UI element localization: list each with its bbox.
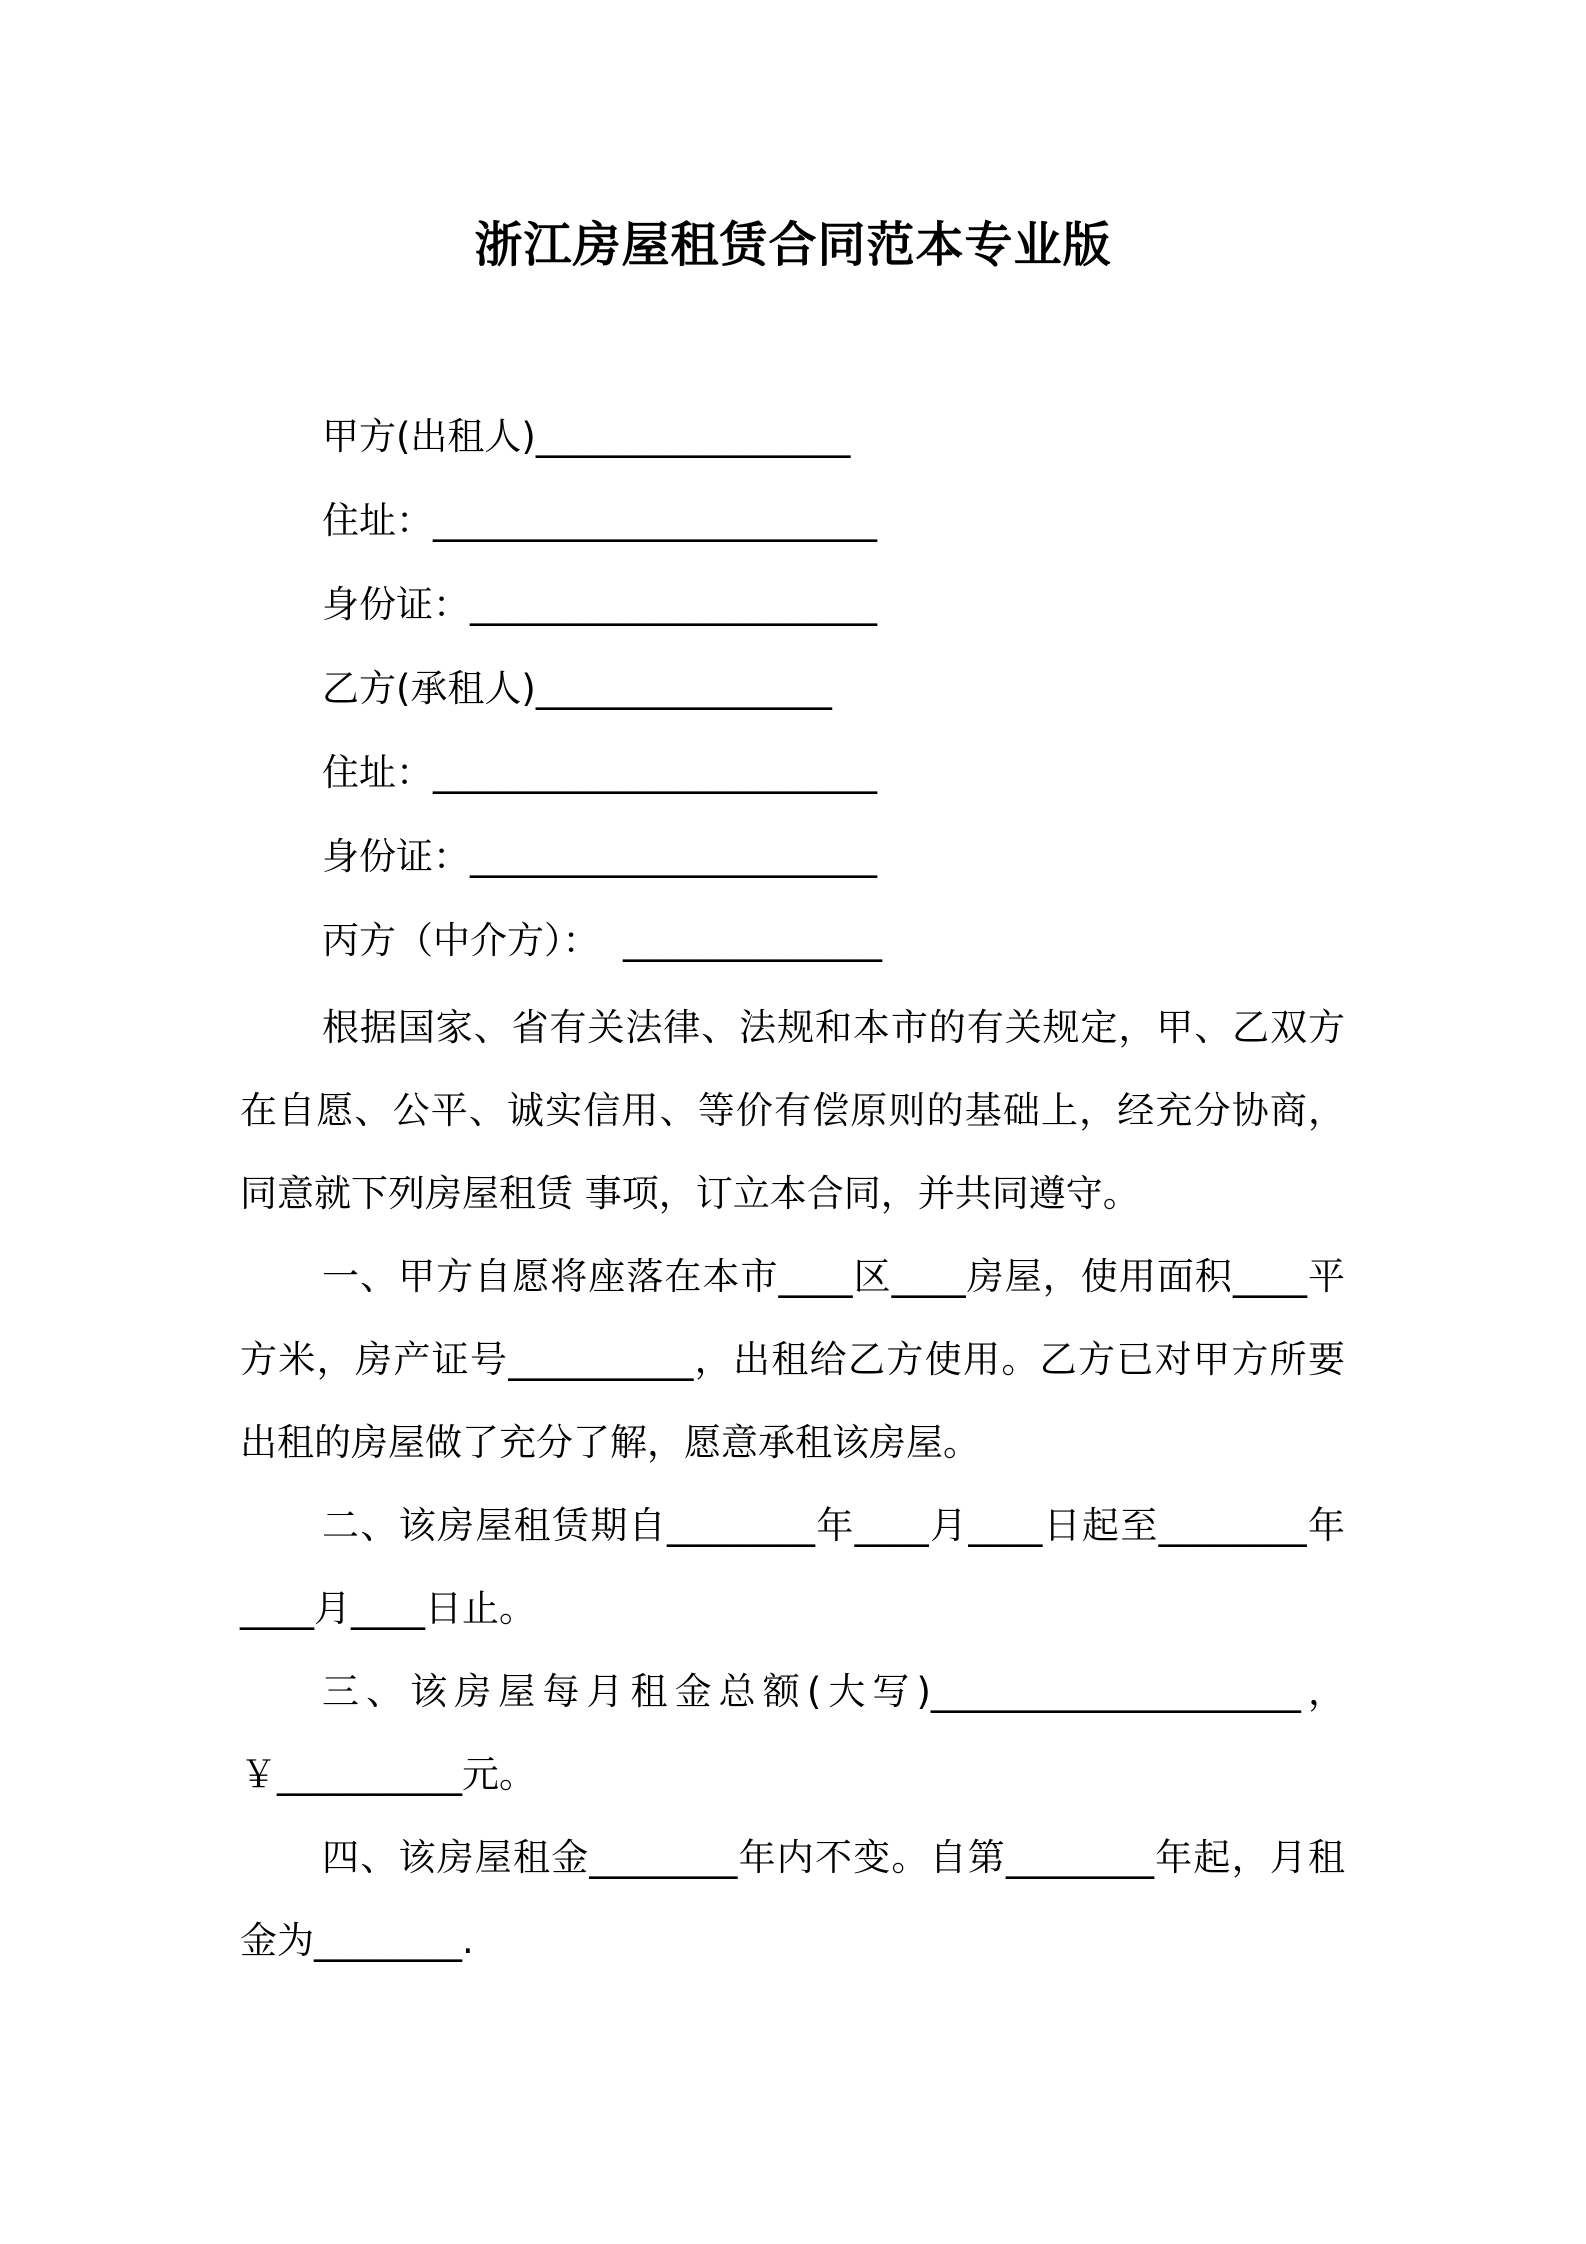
agent-line: 丙方（中介方）： ______________ <box>322 919 883 962</box>
lessor-address-line: 住址：________________________ <box>322 499 877 542</box>
clause-2-paragraph: 二、该房屋租赁期自________年____月____日起至________年____月____日止。 <box>240 1504 1345 1630</box>
preamble-paragraph: 根据国家、省有关法律、法规和本市的有关规定，甲、乙双方在自愿、公平、诚实信用、等价有偿原则的基础上，经充分协商，同意就下列房屋租赁 事项，订立本合同，并共同遵守。 <box>240 1006 1345 1215</box>
clause-1-paragraph: 一、甲方自愿将座落在本市____区____房屋，使用面积____平方米，房产证号__________，出租给乙方使用。乙方已对甲方所要出租的房屋做了充分了解，愿意承租该房屋。 <box>240 1255 1345 1464</box>
lessor-line: 甲方(出租人)_________________ <box>322 415 851 458</box>
lessee-line: 乙方(承租人)________________ <box>322 667 832 710</box>
document-title: 浙江房屋租赁合同范本专业版 <box>474 217 1112 273</box>
lessee-id-line: 身份证：______________________ <box>322 835 877 878</box>
clause-4-paragraph: 四、该房屋租金________年内不变。自第________年起，月租金为________. <box>240 1836 1345 1962</box>
lessor-id-line: 身份证：______________________ <box>322 583 877 626</box>
lessee-address-line: 住址：________________________ <box>322 751 877 794</box>
clause-3-paragraph: 三、该房屋每月租金总额(大写)____________________，￥__________元。 <box>240 1670 1345 1796</box>
